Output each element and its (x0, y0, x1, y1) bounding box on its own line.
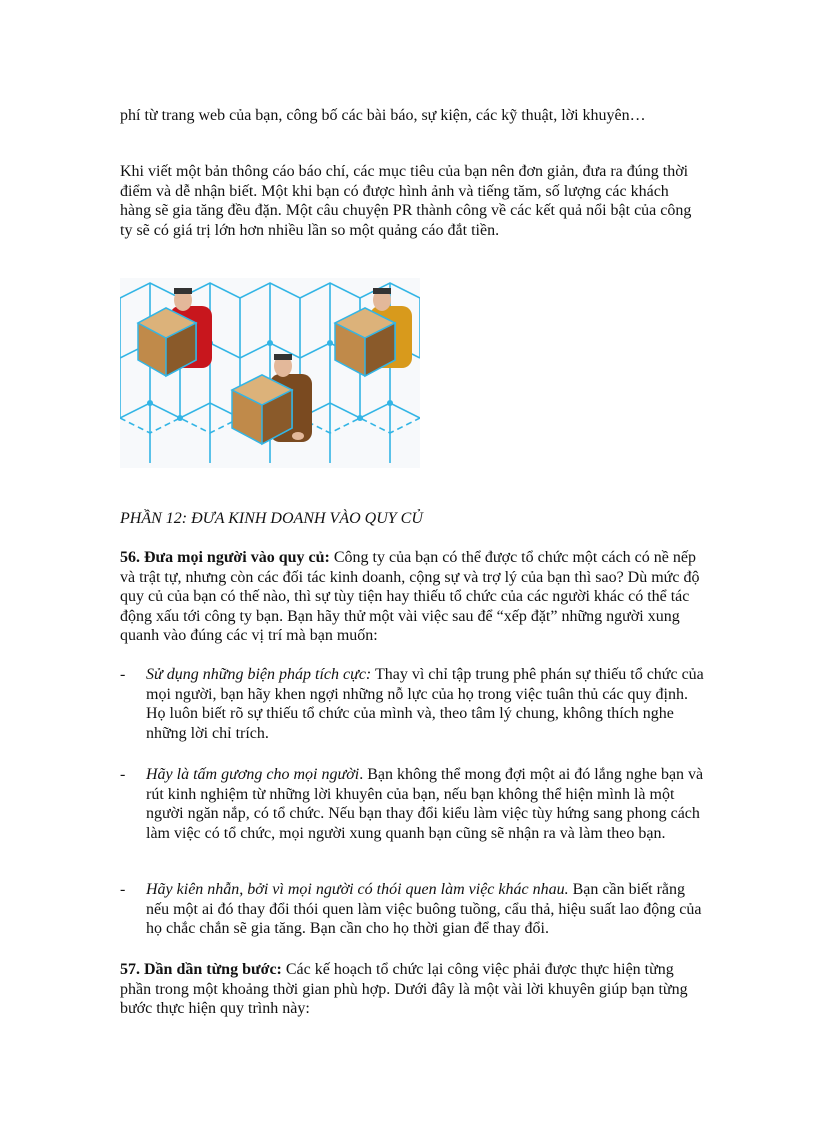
item-57 (120, 960, 700, 1019)
bullet-text (146, 765, 710, 843)
item-56-title: 56. Đưa mọi người vào quy củ: (120, 549, 330, 566)
item-56-body: Công ty của bạn có thể được tổ chức một cách có nề nếp và trật tự, nhưng còn các đối tác kinh doanh, cộng sự và trợ lý của bạn thì sao? Dù mức độ quy củ của bạn có thế nào, thì sự tùy tiện hay thiếu tổ chức của các người khác có thể tác động xấu tới công ty bạn. Bạn hãy thử một vài việc sau để “xếp đặt” những người xung quanh vào đúng các vị trí mà bạn muốn: (120, 549, 700, 644)
bullet-dash: - (120, 666, 126, 683)
section-heading: PHẦN 12: ĐƯA KINH DOANH VÀO QUY CỦ (120, 510, 423, 527)
bullet-lead: Sử dụng những biện pháp tích cực: (146, 666, 372, 683)
paragraph-intro-continuation: phí từ trang web của bạn, công bố các bài báo, sự kiện, các kỹ thuật, lời khuyên… (120, 107, 646, 124)
bullet-lead: Hãy kiên nhẫn, bởi vì mọi người có thói quen làm việc khác nhau. (146, 881, 569, 898)
bullet-dash: - (120, 766, 126, 783)
bullet-dash: - (120, 881, 126, 898)
illustration-men-in-boxes (120, 278, 420, 468)
bullet-text (146, 880, 710, 939)
bullet-body: . Bạn không thể mong đợi một ai đó lắng nghe bạn và rút kinh nghiệm từ những lời khuyên của bạn, nếu bạn không thể hiện mình là một người ngăn nắp, có tổ chức. Nếu bạn thay đổi kiểu làm việc tùy hứng sang phong cách làm việc có tổ chức, mọi người xung quanh bạn cũng sẽ nhận ra và làm theo bạn. (146, 766, 704, 842)
item-56 (120, 548, 700, 646)
item-57-title: 57. Dần dần từng bước: (120, 961, 282, 978)
paragraph-press-release: Khi viết một bản thông cáo báo chí, các mục tiêu của bạn nên đơn giản, đưa ra đúng thời điểm và dễ nhận biết. Một khi bạn có được hình ảnh và tiếng tăm, số lượng các khách hàng sẽ gia tăng đều đặn. Một câu chuyện PR thành công về các kết quả nổi bật của công ty sẽ có giá trị lớn hơn nhiều lần so một quảng cáo đắt tiền. (120, 163, 692, 239)
bullet-body: Bạn cần biết rằng nếu một ai đó thay đổi thói quen làm việc buông tuồng, cẩu thả, hiệu suất lao động của họ chắc chắn sẽ gia tăng. Bạn cần cho họ thời gian để thay đổi. (146, 881, 702, 937)
item-57-body: Các kế hoạch tổ chức lại công việc phải được thực hiện từng phần trong một khoảng thời gian phù hợp. Dưới đây là một vài lời khuyên giúp bạn từng bước thực hiện quy trình này: (120, 961, 688, 1017)
bullet-text (146, 665, 710, 743)
bullet-lead: Hãy là tấm gương cho mọi người (146, 766, 360, 783)
illustration-svg (120, 278, 420, 468)
bullet-body: Thay vì chỉ tập trung phê phán sự thiếu tổ chức của mọi người, bạn hãy khen ngợi những nỗ lực của họ trong việc tuân thủ các quy định. Họ luôn biết rõ sự thiếu tổ chức của mình và, theo tâm lý chung, không thích nghe những lời chỉ trích. (146, 666, 704, 742)
